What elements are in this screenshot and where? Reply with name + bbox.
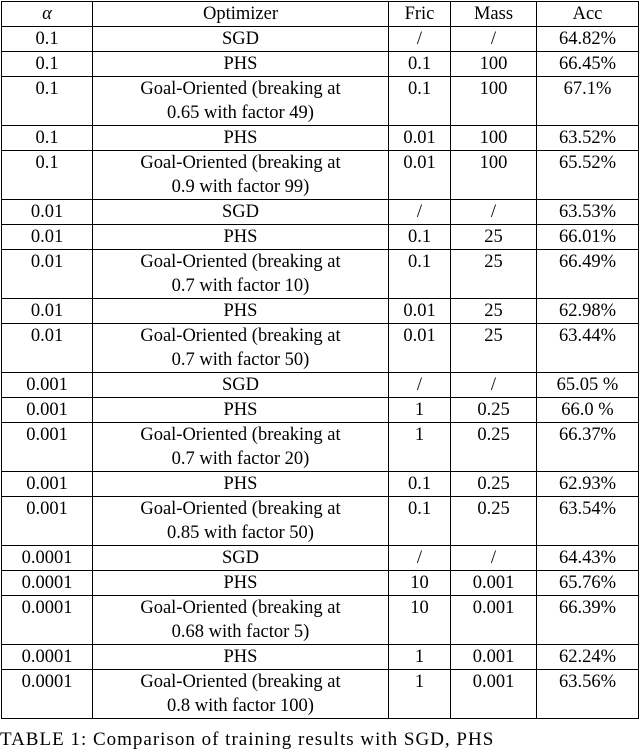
cell-alpha: 0.001 bbox=[2, 472, 93, 497]
cell-optimizer: Goal-Oriented (breaking at 0.7 with factor 50) bbox=[93, 324, 389, 373]
cell-acc: 63.52% bbox=[537, 126, 639, 151]
table-row bbox=[2, 126, 639, 151]
cell-acc: 65.05 % bbox=[537, 373, 639, 398]
cell-alpha: 0.001 bbox=[2, 373, 93, 398]
cell-alpha: 0.0001 bbox=[2, 645, 93, 670]
cell-fric: 0.1 bbox=[389, 497, 451, 546]
cell-alpha: 0.01 bbox=[2, 200, 93, 225]
cell-optimizer: PHS bbox=[93, 126, 389, 151]
cell-optimizer: SGD bbox=[93, 200, 389, 225]
table-row bbox=[2, 324, 639, 373]
cell-optimizer: Goal-Oriented (breaking at 0.8 with factor 100) bbox=[93, 670, 389, 719]
cell-fric: 0.01 bbox=[389, 126, 451, 151]
cell-optimizer: PHS bbox=[93, 225, 389, 250]
cell-acc: 64.82% bbox=[537, 27, 639, 52]
cell-mass: 0.25 bbox=[451, 398, 537, 423]
cell-mass: / bbox=[451, 200, 537, 225]
cell-mass: 25 bbox=[451, 299, 537, 324]
cell-alpha: 0.1 bbox=[2, 52, 93, 77]
cell-alpha: 0.001 bbox=[2, 497, 93, 546]
table-row bbox=[2, 77, 639, 126]
cell-optimizer: Goal-Oriented (breaking at 0.7 with factor 20) bbox=[93, 423, 389, 472]
table-row bbox=[2, 52, 639, 77]
cell-mass: / bbox=[451, 373, 537, 398]
cell-acc: 66.37% bbox=[537, 423, 639, 472]
cell-optimizer: Goal-Oriented (breaking at 0.65 with factor 49) bbox=[93, 77, 389, 126]
cell-alpha: 0.01 bbox=[2, 225, 93, 250]
cell-alpha: 0.1 bbox=[2, 27, 93, 52]
cell-alpha: 0.0001 bbox=[2, 571, 93, 596]
cell-fric: 0.1 bbox=[389, 225, 451, 250]
cell-mass: 0.001 bbox=[451, 571, 537, 596]
table-row bbox=[2, 225, 639, 250]
cell-fric: 1 bbox=[389, 645, 451, 670]
cell-optimizer: PHS bbox=[93, 52, 389, 77]
cell-alpha: 0.0001 bbox=[2, 670, 93, 719]
cell-optimizer: Goal-Oriented (breaking at 0.7 with factor 10) bbox=[93, 250, 389, 299]
cell-alpha: 0.01 bbox=[2, 324, 93, 373]
table-row bbox=[2, 546, 639, 571]
cell-alpha: 0.0001 bbox=[2, 596, 93, 645]
cell-acc: 66.45% bbox=[537, 52, 639, 77]
cell-fric: / bbox=[389, 200, 451, 225]
header-acc: Acc bbox=[537, 2, 639, 27]
header-fric: Fric bbox=[389, 2, 451, 27]
cell-optimizer: SGD bbox=[93, 546, 389, 571]
cell-fric: 10 bbox=[389, 596, 451, 645]
cell-mass: 0.25 bbox=[451, 497, 537, 546]
cell-mass: 100 bbox=[451, 126, 537, 151]
table-row bbox=[2, 596, 639, 645]
cell-mass: 100 bbox=[451, 77, 537, 126]
cell-mass: 0.001 bbox=[451, 645, 537, 670]
cell-fric: / bbox=[389, 27, 451, 52]
cell-optimizer: SGD bbox=[93, 373, 389, 398]
table-row bbox=[2, 27, 639, 52]
cell-optimizer: Goal-Oriented (breaking at 0.85 with factor 50) bbox=[93, 497, 389, 546]
header-mass: Mass bbox=[451, 2, 537, 27]
cell-acc: 66.01% bbox=[537, 225, 639, 250]
header-alpha: α bbox=[2, 2, 93, 27]
cell-acc: 66.49% bbox=[537, 250, 639, 299]
cell-optimizer: PHS bbox=[93, 472, 389, 497]
cell-mass: 25 bbox=[451, 324, 537, 373]
cell-acc: 67.1% bbox=[537, 77, 639, 126]
cell-fric: 0.1 bbox=[389, 52, 451, 77]
cell-fric: 0.1 bbox=[389, 472, 451, 497]
cell-fric: 0.01 bbox=[389, 299, 451, 324]
cell-fric: 1 bbox=[389, 670, 451, 719]
cell-optimizer: PHS bbox=[93, 571, 389, 596]
table-body bbox=[2, 27, 639, 719]
table-row bbox=[2, 571, 639, 596]
cell-optimizer: PHS bbox=[93, 398, 389, 423]
cell-fric: / bbox=[389, 546, 451, 571]
table-row bbox=[2, 398, 639, 423]
table-row bbox=[2, 200, 639, 225]
cell-mass: / bbox=[451, 27, 537, 52]
header-optimizer: Optimizer bbox=[93, 2, 389, 27]
table-row bbox=[2, 423, 639, 472]
cell-acc: 66.39% bbox=[537, 596, 639, 645]
cell-acc: 65.76% bbox=[537, 571, 639, 596]
table-row bbox=[2, 373, 639, 398]
cell-fric: 0.01 bbox=[389, 324, 451, 373]
table-row bbox=[2, 299, 639, 324]
table-caption: TABLE 1: Comparison of training results with SGD, PHS bbox=[0, 729, 495, 750]
cell-optimizer: PHS bbox=[93, 299, 389, 324]
table-row bbox=[2, 151, 639, 200]
cell-acc: 62.93% bbox=[537, 472, 639, 497]
cell-fric: 1 bbox=[389, 423, 451, 472]
table-header-row bbox=[2, 2, 639, 27]
cell-mass: 25 bbox=[451, 225, 537, 250]
cell-acc: 63.54% bbox=[537, 497, 639, 546]
cell-alpha: 0.01 bbox=[2, 299, 93, 324]
cell-optimizer: Goal-Oriented (breaking at 0.68 with factor 5) bbox=[93, 596, 389, 645]
cell-mass: 0.001 bbox=[451, 670, 537, 719]
cell-fric: 0.1 bbox=[389, 250, 451, 299]
cell-alpha: 0.0001 bbox=[2, 546, 93, 571]
cell-acc: 63.53% bbox=[537, 200, 639, 225]
cell-fric: 0.1 bbox=[389, 77, 451, 126]
cell-acc: 66.0 % bbox=[537, 398, 639, 423]
results-table bbox=[1, 1, 639, 719]
cell-fric: 10 bbox=[389, 571, 451, 596]
cell-acc: 64.43% bbox=[537, 546, 639, 571]
table-row bbox=[2, 472, 639, 497]
cell-optimizer: PHS bbox=[93, 645, 389, 670]
cell-alpha: 0.01 bbox=[2, 250, 93, 299]
cell-mass: 0.25 bbox=[451, 423, 537, 472]
cell-fric: 1 bbox=[389, 398, 451, 423]
cell-optimizer: Goal-Oriented (breaking at 0.9 with factor 99) bbox=[93, 151, 389, 200]
cell-alpha: 0.001 bbox=[2, 398, 93, 423]
table-row bbox=[2, 670, 639, 719]
cell-acc: 65.52% bbox=[537, 151, 639, 200]
cell-mass: 100 bbox=[451, 151, 537, 200]
cell-mass: 25 bbox=[451, 250, 537, 299]
cell-mass: 0.001 bbox=[451, 596, 537, 645]
table-row bbox=[2, 645, 639, 670]
table-row bbox=[2, 250, 639, 299]
cell-fric: 0.01 bbox=[389, 151, 451, 200]
cell-acc: 62.98% bbox=[537, 299, 639, 324]
cell-alpha: 0.001 bbox=[2, 423, 93, 472]
cell-acc: 63.56% bbox=[537, 670, 639, 719]
cell-fric: / bbox=[389, 373, 451, 398]
cell-mass: 100 bbox=[451, 52, 537, 77]
table-row bbox=[2, 497, 639, 546]
cell-acc: 63.44% bbox=[537, 324, 639, 373]
cell-mass: 0.25 bbox=[451, 472, 537, 497]
cell-alpha: 0.1 bbox=[2, 77, 93, 126]
cell-acc: 62.24% bbox=[537, 645, 639, 670]
cell-mass: / bbox=[451, 546, 537, 571]
cell-alpha: 0.1 bbox=[2, 151, 93, 200]
cell-optimizer: SGD bbox=[93, 27, 389, 52]
cell-alpha: 0.1 bbox=[2, 126, 93, 151]
